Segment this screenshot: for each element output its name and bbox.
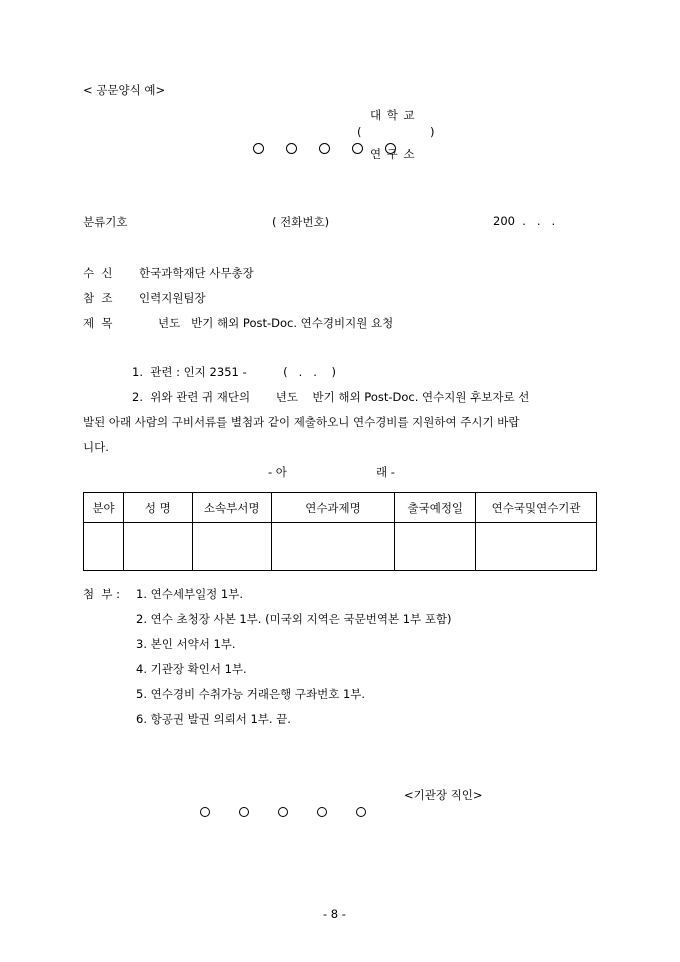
attachment-item: 5. 연수경비 수취가능 거래은행 구좌번호 1부. — [136, 687, 366, 701]
reference-label: 참 조 — [83, 291, 113, 305]
table-row — [84, 523, 597, 571]
subject-value: 년도 반기 해외 Post-Doc. 연수경비지원 요청 — [158, 316, 394, 330]
circle-mark — [286, 143, 297, 154]
table-cell — [271, 523, 395, 571]
circle-mark — [317, 807, 327, 817]
table-header-row — [84, 493, 597, 523]
paren-open: ( — [357, 125, 362, 139]
table-header-cell: 연수과제명 — [271, 493, 395, 523]
circle-mark — [319, 143, 330, 154]
body-item-2-line-2: 발된 아래 사람의 구비서류를 별첨과 같이 제출하오니 연수경비를 지원하여 주시기 바랍 — [83, 415, 520, 429]
table-header-cell: 출국예정일 — [395, 493, 476, 523]
table-cell — [395, 523, 476, 571]
attachment-item: 3. 본인 서약서 1부. — [136, 637, 236, 651]
attachment-item: 2. 연수 초청장 사본 1부. (미국외 지역은 국문번역본 1부 포함) — [136, 612, 452, 626]
table-header-cell: 분야 — [84, 493, 124, 523]
table-cell — [192, 523, 271, 571]
seal-label: <기관장 직인> — [404, 788, 483, 802]
attachment-item: 4. 기관장 확인서 1부. — [136, 662, 247, 676]
phone-number: ( 전화번호) — [272, 215, 330, 229]
recipient-label: 수 신 — [83, 266, 113, 280]
table-header-cell: 성 명 — [123, 493, 192, 523]
classification-code: 분류기호 — [83, 215, 128, 229]
below-heading-right: 래 - — [376, 465, 395, 479]
table-header-cell: 연수국및연수기관 — [476, 493, 597, 523]
table-cell — [123, 523, 192, 571]
university-label: 대 학 교 — [370, 108, 416, 122]
form-example-label: < 공문양식 예> — [83, 83, 166, 97]
recipient-value: 한국과학재단 사무총장 — [139, 266, 254, 280]
attachment-item: 1. 연수세부일정 1부. — [136, 587, 244, 601]
table-cell — [476, 523, 597, 571]
attachments-label: 첨 부 : — [83, 587, 121, 601]
table-header-cell: 소속부서명 — [192, 493, 271, 523]
applicant-table — [83, 492, 597, 571]
institution-circles — [193, 790, 395, 818]
table-cell — [84, 523, 124, 571]
paren-close: ) — [430, 125, 435, 139]
circle-mark — [239, 807, 249, 817]
circle-mark — [278, 807, 288, 817]
circle-mark — [352, 143, 363, 154]
circle-mark — [253, 143, 264, 154]
subject-label: 제 목 — [83, 316, 113, 330]
circle-mark — [356, 807, 366, 817]
below-heading-left: - 아 — [268, 465, 287, 479]
body-item-2-line-3: 니다. — [83, 440, 109, 454]
circle-mark — [200, 807, 210, 817]
body-item-1: 1. 관련 : 인지 2351 - ( . . ) — [132, 365, 337, 379]
document-date: 200 . . . — [493, 214, 556, 228]
body-item-2-line-1: 2. 위와 관련 귀 재단의 년도 반기 해외 Post-Doc. 연수지원 후보자로 선 — [132, 390, 530, 404]
attachment-item: 6. 항공권 발권 의뢰서 1부. 끝. — [136, 712, 291, 726]
page-number: - 8 - — [323, 907, 346, 921]
institute-label: 연 구 소 — [370, 147, 416, 161]
reference-value: 인력지원팀장 — [139, 291, 206, 305]
